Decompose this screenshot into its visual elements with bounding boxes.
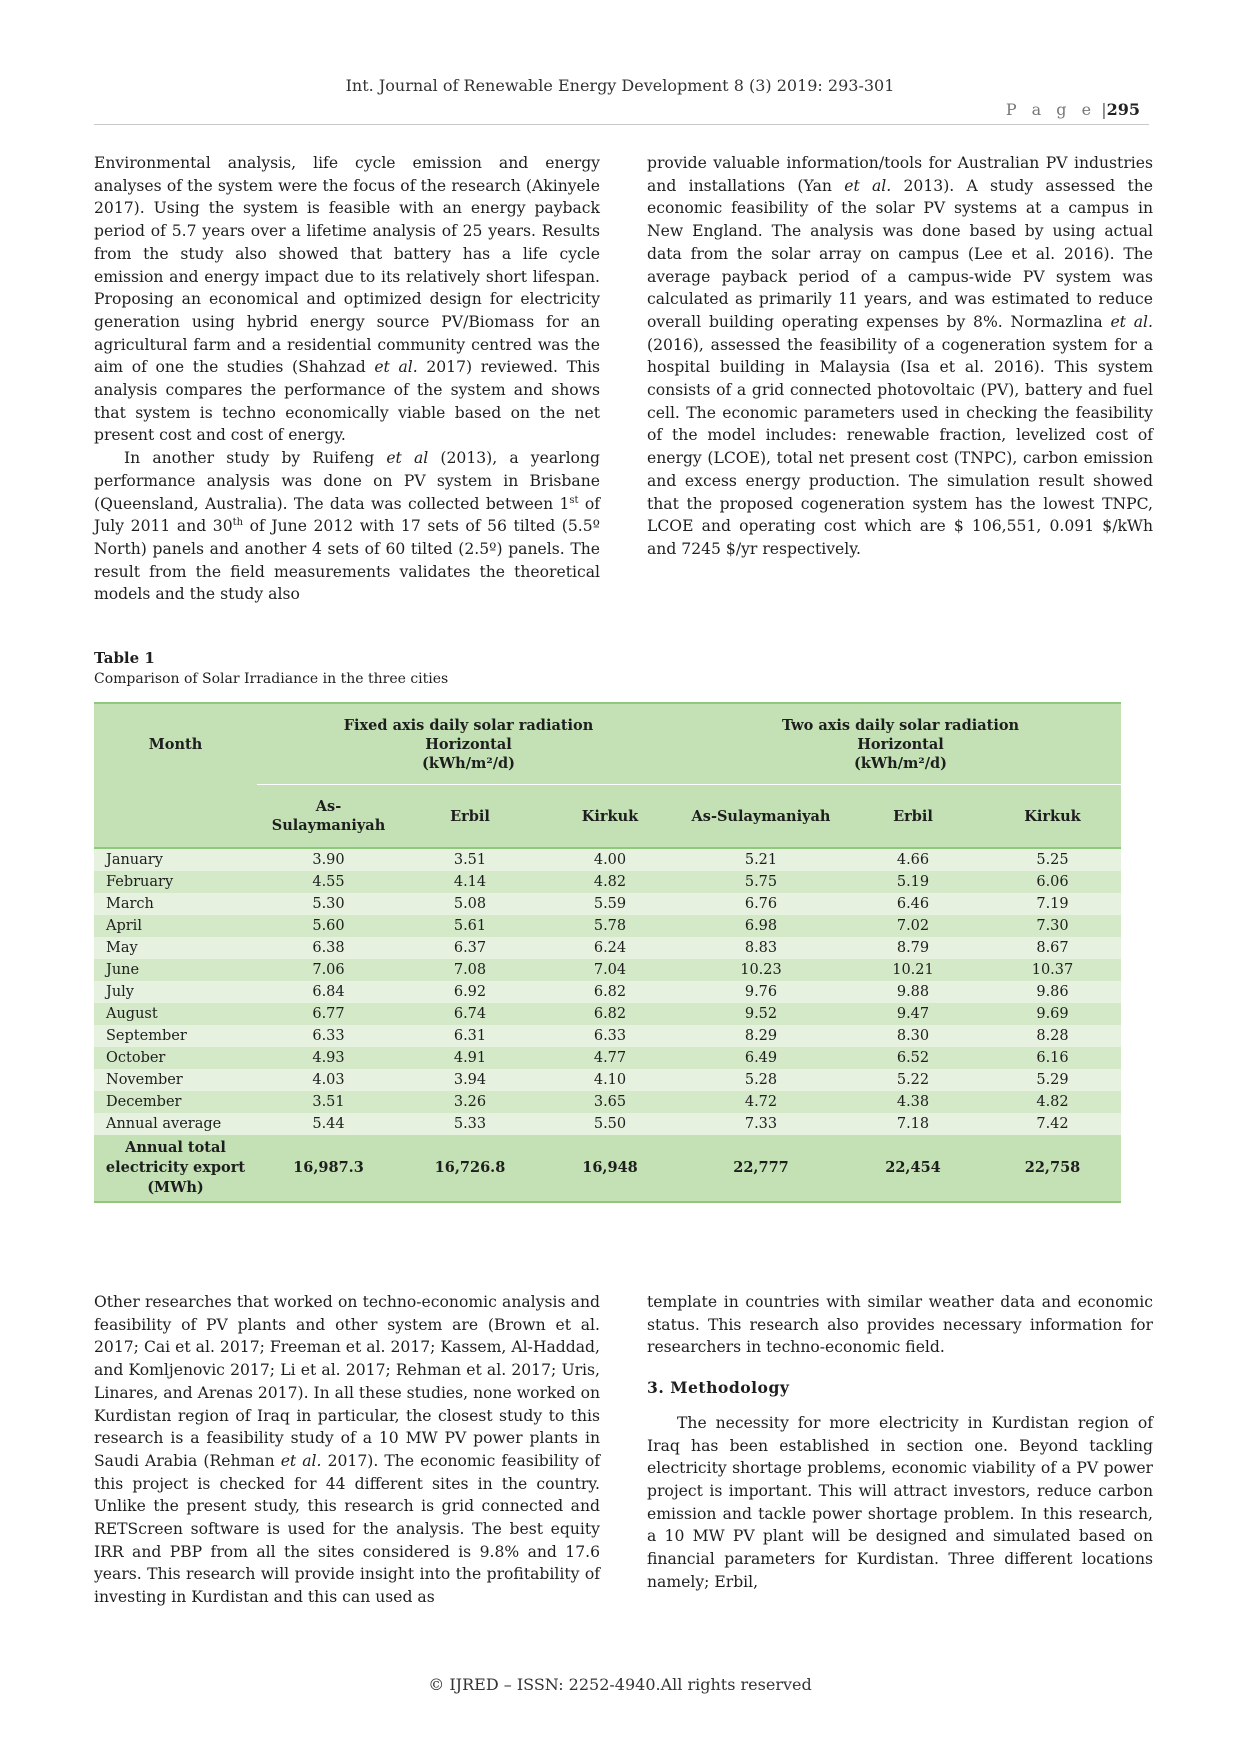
value-cell: 6.31 (400, 1025, 540, 1047)
table-row (94, 937, 1121, 959)
value-cell: 4.55 (257, 871, 400, 893)
month-cell: August (94, 1003, 257, 1025)
month-cell: March (94, 893, 257, 915)
value-cell: 6.82 (540, 981, 680, 1003)
total-value-cell: 22,454 (842, 1135, 984, 1202)
value-cell: 4.77 (540, 1047, 680, 1069)
value-cell: 9.69 (984, 1003, 1121, 1025)
value-cell: 6.33 (540, 1025, 680, 1047)
table-row (94, 1113, 1121, 1135)
value-cell: 4.82 (540, 871, 680, 893)
value-cell: 4.91 (400, 1047, 540, 1069)
table-row (94, 893, 1121, 915)
value-cell: 4.03 (257, 1069, 400, 1091)
city-header: Kirkuk (984, 785, 1121, 849)
value-cell: 6.49 (680, 1047, 842, 1069)
value-cell: 3.94 (400, 1069, 540, 1091)
value-cell: 5.60 (257, 915, 400, 937)
journal-header: Int. Journal of Renewable Energy Development 8 (3) 2019: 293-301 (345, 76, 895, 95)
month-cell: December (94, 1091, 257, 1113)
value-cell: 7.30 (984, 915, 1121, 937)
value-cell: 4.93 (257, 1047, 400, 1069)
value-cell: 5.22 (842, 1069, 984, 1091)
table-caption (94, 648, 448, 690)
value-cell: 6.33 (257, 1025, 400, 1047)
month-cell: July (94, 981, 257, 1003)
paragraph: template in countries with similar weather data and economic status. This research also provides necessary information for researchers in techno-economic field. (647, 1293, 1153, 1357)
total-value-cell: 16,948 (540, 1135, 680, 1202)
value-cell: 5.59 (540, 893, 680, 915)
value-cell: 7.02 (842, 915, 984, 937)
value-cell: 9.52 (680, 1003, 842, 1025)
value-cell: 5.19 (842, 871, 984, 893)
value-cell: 5.21 (680, 848, 842, 871)
value-cell: 4.14 (400, 871, 540, 893)
value-cell: 4.38 (842, 1091, 984, 1113)
city-header: Kirkuk (540, 785, 680, 849)
value-cell: 5.08 (400, 893, 540, 915)
value-cell: 4.66 (842, 848, 984, 871)
total-value-cell: 22,777 (680, 1135, 842, 1202)
paragraph: In another study by Ruifeng et al (2013), a yearlong performance analysis was done on PV system in Brisbane (Queensland, Australia). The data was collected between 1st of July 2011 and 30th of June 2012 with 17 sets of 56 tilted (5.5º North) panels and another 4 sets of 60 tilted (2.5º) panels. The result from the field measurements validates the theoretical models and the study also (94, 449, 601, 604)
table-row (94, 1091, 1121, 1113)
page-separator: | (1096, 100, 1107, 119)
city-header: Erbil (400, 785, 540, 849)
value-cell: 6.74 (400, 1003, 540, 1025)
value-cell: 6.16 (984, 1047, 1121, 1069)
value-cell: 6.37 (400, 937, 540, 959)
value-cell: 6.77 (257, 1003, 400, 1025)
value-cell: 6.06 (984, 871, 1121, 893)
value-cell: 5.44 (257, 1113, 400, 1135)
month-cell: January (94, 848, 257, 871)
section-heading: 3. Methodology (647, 1378, 790, 1398)
value-cell: 5.75 (680, 871, 842, 893)
page-number-value: 295 (1106, 100, 1140, 119)
table-row (94, 871, 1121, 893)
table-title: Table 1 (94, 649, 155, 667)
value-cell: 10.23 (680, 959, 842, 981)
page-label: P a g e (1005, 100, 1097, 119)
value-cell: 9.86 (984, 981, 1121, 1003)
header-rule (94, 124, 1149, 125)
total-value-cell: 16,726.8 (400, 1135, 540, 1202)
column-bottom-right (647, 1291, 1153, 1593)
value-cell: 5.33 (400, 1113, 540, 1135)
city-header: As-Sulaymaniyah (257, 785, 400, 849)
value-cell: 3.90 (257, 848, 400, 871)
total-value-cell: 22,758 (984, 1135, 1121, 1202)
city-header: As-Sulaymaniyah (680, 785, 842, 849)
table-row (94, 981, 1121, 1003)
value-cell: 3.51 (257, 1091, 400, 1113)
month-cell: June (94, 959, 257, 981)
table-row (94, 1003, 1121, 1025)
value-cell: 6.52 (842, 1047, 984, 1069)
total-label-cell: Annual total electricity export (MWh) (94, 1135, 257, 1202)
value-cell: 5.30 (257, 893, 400, 915)
table-row (94, 915, 1121, 937)
table-row (94, 1047, 1121, 1069)
value-cell: 6.24 (540, 937, 680, 959)
month-cell: September (94, 1025, 257, 1047)
total-row (94, 1135, 1121, 1202)
table-row (94, 959, 1121, 981)
value-cell: 8.29 (680, 1025, 842, 1047)
month-cell: October (94, 1047, 257, 1069)
two-axis-header: Two axis daily solar radiation Horizontal (kWh/m²/d) (680, 703, 1121, 785)
value-cell: 9.76 (680, 981, 842, 1003)
table-row (94, 1069, 1121, 1091)
value-cell: 6.92 (400, 981, 540, 1003)
value-cell: 8.30 (842, 1025, 984, 1047)
total-value-cell: 16,987.3 (257, 1135, 400, 1202)
month-cell: April (94, 915, 257, 937)
value-cell: 5.50 (540, 1113, 680, 1135)
value-cell: 4.10 (540, 1069, 680, 1091)
solar-irradiance-table (94, 702, 1121, 1203)
value-cell: 5.25 (984, 848, 1121, 871)
paragraph: Other researches that worked on techno-economic analysis and feasibility of PV plants and other system are (Brown et al. 2017; Cai et al. 2017; Freeman et al. 2017; Kassem, Al-Haddad, and Komljenovic 2017; Li et al. 2017; Rehman et al. 2017; Uris, Linares, and Arenas 2017). In all these studies, none worked on Kurdistan region of Iraq in particular, the closest study to this research is a feasibility study of a 10 MW PV power plants in Saudi Arabia (Rehman et al. 2017). The economic feasibility of this project is checked for 44 different sites in the country. Unlike the present study, this research is grid connected and RETScreen software is used for the analysis. The best equity IRR and PBP from all the sites considered is 9.8% and 17.6 years. This research will provide insight into the profitability of investing in Kurdistan and this can used as (94, 1293, 600, 1607)
value-cell: 7.19 (984, 893, 1121, 915)
value-cell: 10.21 (842, 959, 984, 981)
value-cell: 6.76 (680, 893, 842, 915)
value-cell: 3.26 (400, 1091, 540, 1113)
value-cell: 8.79 (842, 937, 984, 959)
table-row (94, 1025, 1121, 1047)
value-cell: 4.72 (680, 1091, 842, 1113)
value-cell: 7.04 (540, 959, 680, 981)
empty-header-cell (94, 785, 257, 849)
value-cell: 5.61 (400, 915, 540, 937)
value-cell: 6.82 (540, 1003, 680, 1025)
paragraph: The necessity for more electricity in Kurdistan region of Iraq has been established in section one. Beyond tackling electricity shortage problems, economic viability of a PV power project is important. This will attract investors, reduce carbon emission and tackle power shortage problem. In this research, a 10 MW PV plant will be designed and simulated based on financial parameters for Kurdistan. Three different locations namely; Erbil, (647, 1413, 1153, 1591)
column-top-left (94, 152, 600, 606)
column-top-right (647, 152, 1153, 561)
value-cell: 10.37 (984, 959, 1121, 981)
value-cell: 7.06 (257, 959, 400, 981)
value-cell: 8.83 (680, 937, 842, 959)
month-cell: November (94, 1069, 257, 1091)
value-cell: 4.82 (984, 1091, 1121, 1113)
value-cell: 5.78 (540, 915, 680, 937)
value-cell: 6.84 (257, 981, 400, 1003)
footer-copyright: © IJRED – ISSN: 2252-4940.All rights reserved (428, 1675, 812, 1694)
value-cell: 9.47 (842, 1003, 984, 1025)
value-cell: 3.65 (540, 1091, 680, 1113)
fixed-axis-header: Fixed axis daily solar radiation Horizontal (kWh/m²/d) (257, 703, 680, 785)
city-header: Erbil (842, 785, 984, 849)
paragraph: provide valuable information/tools for Australian PV industries and installations (Yan et al. 2013). A study assessed the economic feasibility of the solar PV systems at a campus in New England. The analysis was done based by using actual data from the solar array on campus (Lee et al. 2016). The average payback period of a campus-wide PV system was calculated as primarily 11 years, and was estimated to reduce overall building operating expenses by 8%. Normazlina et al. (2016), assessed the feasibility of a cogeneration system for a hospital building in Malaysia (Isa et al. 2016). This system consists of a grid connected photovoltaic (PV), battery and fuel cell. The economic parameters used in checking the feasibility of the model includes: renewable fraction, levelized cost of energy (LCOE), total net present cost (TNPC), carbon emission and excess energy production. The simulation result showed that the proposed cogeneration system has the lowest TNPC, LCOE and operating cost which are $ 106,551, 0.091 $/kWh and 7245 $/yr respectively. (647, 154, 1153, 558)
value-cell: 6.38 (257, 937, 400, 959)
month-header: Month (94, 703, 257, 785)
table-caption-text: Comparison of Solar Irradiance in the three cities (94, 671, 449, 687)
value-cell: 7.42 (984, 1113, 1121, 1135)
paragraph: Environmental analysis, life cycle emission and energy analyses of the system were the focus of the research (Akinyele 2017). Using the system is feasible with an energy payback period of 5.7 years over a lifetime analysis of 25 years. Results from the study also showed that battery has a life cycle emission and energy impact due to its relatively short lifespan. Proposing an economical and optimized design for electricity generation using hybrid energy source PV/Biomass for an agricultural farm and a residential community centred was the aim of one the studies (Shahzad et al. 2017) reviewed. This analysis compares the performance of the system and shows that system is techno economically viable based on the net present cost and cost of energy. (94, 154, 600, 445)
month-cell: Annual average (94, 1113, 257, 1135)
value-cell: 8.67 (984, 937, 1121, 959)
value-cell: 6.46 (842, 893, 984, 915)
value-cell: 3.51 (400, 848, 540, 871)
value-cell: 5.29 (984, 1069, 1121, 1091)
value-cell: 4.00 (540, 848, 680, 871)
value-cell: 8.28 (984, 1025, 1121, 1047)
month-cell: February (94, 871, 257, 893)
value-cell: 6.98 (680, 915, 842, 937)
page-number (1006, 100, 1140, 119)
value-cell: 7.33 (680, 1113, 842, 1135)
month-cell: May (94, 937, 257, 959)
value-cell: 5.28 (680, 1069, 842, 1091)
column-bottom-left (94, 1291, 600, 1609)
table-row (94, 848, 1121, 871)
value-cell: 7.08 (400, 959, 540, 981)
value-cell: 9.88 (842, 981, 984, 1003)
value-cell: 7.18 (842, 1113, 984, 1135)
